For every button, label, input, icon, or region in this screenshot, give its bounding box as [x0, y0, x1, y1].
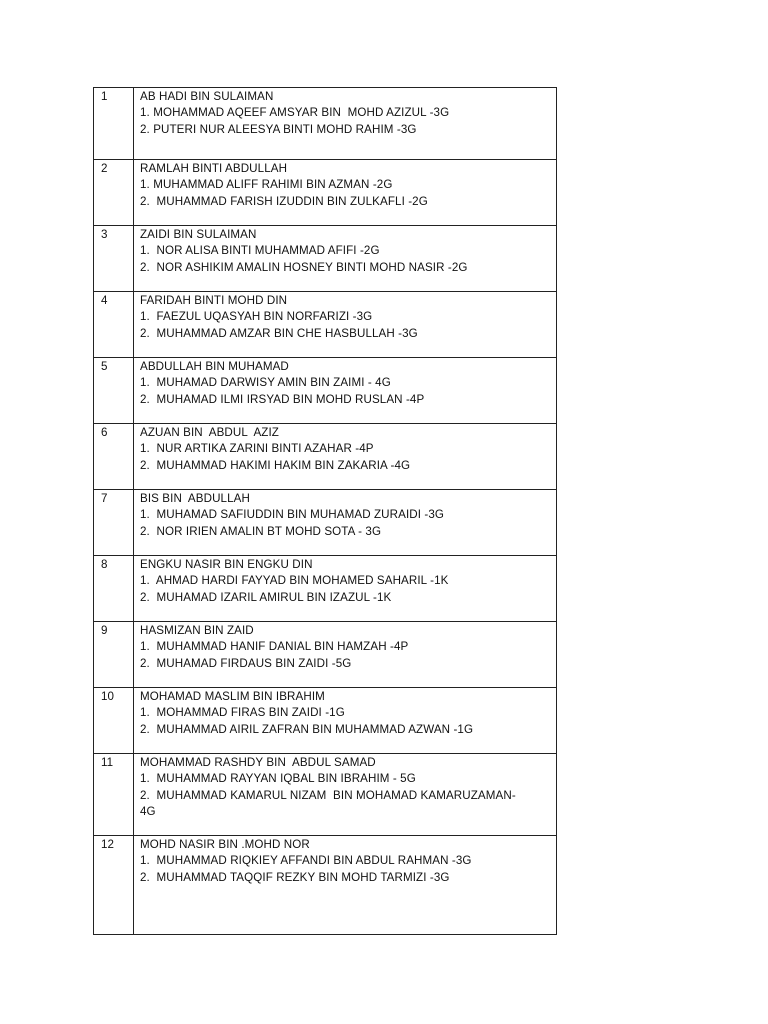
row-content — [134, 836, 557, 935]
table-row — [94, 836, 557, 935]
table-row — [94, 754, 557, 836]
child-line: 2. NOR ASHIKIM AMALIN HOSNEY BINTI MOHD NASIR -2G — [140, 260, 468, 274]
row-number: 5 — [94, 358, 134, 424]
child-line: 1. NUR ARTIKA ZARINI BINTI AZAHAR -4P — [140, 442, 374, 456]
parent-name: AZUAN BIN ABDUL AZIZ — [140, 426, 279, 439]
child-line: 2. NOR IRIEN AMALIN BT MOHD SOTA - 3G — [140, 524, 382, 538]
table-row — [94, 688, 557, 754]
child-line: 1. MOHAMMAD FIRAS BIN ZAIDI -1G — [140, 706, 345, 720]
table-row — [94, 88, 557, 160]
table-row — [94, 292, 557, 358]
row-number: 10 — [94, 688, 134, 754]
row-content — [134, 490, 557, 556]
child-line: 1. MUHAMAD SAFIUDDIN BIN MUHAMAD ZURAIDI -3G — [140, 508, 445, 522]
child-line: 1. MOHAMMAD AQEEF AMSYAR BIN MOHD AZIZUL -3G — [140, 106, 450, 120]
child-line: 2. PUTERI NUR ALEESYA BINTI MOHD RAHIM -3G — [140, 122, 417, 136]
roster-table — [93, 87, 557, 935]
child-line: 4G — [140, 804, 156, 818]
parent-name: ABDULLAH BIN MUHAMAD — [140, 360, 289, 373]
row-number: 9 — [94, 622, 134, 688]
parent-name: HASMIZAN BIN ZAID — [140, 624, 254, 637]
row-content — [134, 688, 557, 754]
row-number: 1 — [94, 88, 134, 160]
table-row — [94, 160, 557, 226]
child-line: 1. MUHAMMAD HANIF DANIAL BIN HAMZAH -4P — [140, 640, 409, 654]
parent-name: ZAIDI BIN SULAIMAN — [140, 228, 257, 241]
child-line: 2. MUHAMMAD KAMARUL NIZAM BIN MOHAMAD KAMARUZAMAN- — [140, 788, 516, 802]
row-number: 11 — [94, 754, 134, 836]
table-row — [94, 358, 557, 424]
roster-sheet — [93, 87, 556, 935]
row-content — [134, 88, 557, 160]
row-number: 8 — [94, 556, 134, 622]
child-line: 1. MUHAMMAD RAYYAN IQBAL BIN IBRAHIM - 5G — [140, 772, 416, 786]
child-line: 2. MUHAMMAD AMZAR BIN CHE HASBULLAH -3G — [140, 326, 418, 340]
row-content — [134, 226, 557, 292]
table-row — [94, 490, 557, 556]
parent-name: MOHAMAD MASLIM BIN IBRAHIM — [140, 690, 325, 703]
child-line: 1. FAEZUL UQASYAH BIN NORFARIZI -3G — [140, 310, 373, 324]
child-line: 2. MUHAMMAD FARISH IZUDDIN BIN ZULKAFLI -2G — [140, 194, 428, 208]
child-line: 1. MUHAMMAD RIQKIEY AFFANDI BIN ABDUL RAHMAN -3G — [140, 854, 472, 868]
child-line: 2. MUHAMMAD AIRIL ZAFRAN BIN MUHAMMAD AZWAN -1G — [140, 722, 474, 736]
child-line: 2. MUHAMAD IZARIL AMIRUL BIN IZAZUL -1K — [140, 590, 392, 604]
parent-name: ENGKU NASIR BIN ENGKU DIN — [140, 558, 313, 571]
row-number: 6 — [94, 424, 134, 490]
parent-name: RAMLAH BINTI ABDULLAH — [140, 162, 288, 175]
child-line: 1. MUHAMMAD ALIFF RAHIMI BIN AZMAN -2G — [140, 178, 393, 192]
child-line: 1. MUHAMAD DARWISY AMIN BIN ZAIMI - 4G — [140, 376, 391, 390]
table-row — [94, 622, 557, 688]
row-number: 2 — [94, 160, 134, 226]
child-line: 1. AHMAD HARDI FAYYAD BIN MOHAMED SAHARIL -1K — [140, 574, 449, 588]
row-content — [134, 358, 557, 424]
child-line: 2. MUHAMAD FIRDAUS BIN ZAIDI -5G — [140, 656, 352, 670]
parent-name: MOHAMMAD RASHDY BIN ABDUL SAMAD — [140, 756, 376, 769]
row-number: 3 — [94, 226, 134, 292]
child-line: 2. MUHAMMAD HAKIMI HAKIM BIN ZAKARIA -4G — [140, 458, 411, 472]
table-row — [94, 424, 557, 490]
row-content — [134, 424, 557, 490]
row-content — [134, 622, 557, 688]
table-row — [94, 226, 557, 292]
parent-name: AB HADI BIN SULAIMAN — [140, 90, 274, 103]
row-content — [134, 556, 557, 622]
child-line: 1. NOR ALISA BINTI MUHAMMAD AFIFI -2G — [140, 244, 380, 258]
parent-name: MOHD NASIR BIN .MOHD NOR — [140, 838, 310, 851]
row-content — [134, 160, 557, 226]
row-number: 7 — [94, 490, 134, 556]
row-content — [134, 754, 557, 836]
row-number: 12 — [94, 836, 134, 935]
parent-name: FARIDAH BINTI MOHD DIN — [140, 294, 288, 307]
child-line: 2. MUHAMMAD TAQQIF REZKY BIN MOHD TARMIZI -3G — [140, 870, 450, 884]
row-content — [134, 292, 557, 358]
parent-name: BIS BIN ABDULLAH — [140, 492, 250, 505]
row-number: 4 — [94, 292, 134, 358]
table-row — [94, 556, 557, 622]
child-line: 2. MUHAMAD ILMI IRSYAD BIN MOHD RUSLAN -4P — [140, 392, 425, 406]
